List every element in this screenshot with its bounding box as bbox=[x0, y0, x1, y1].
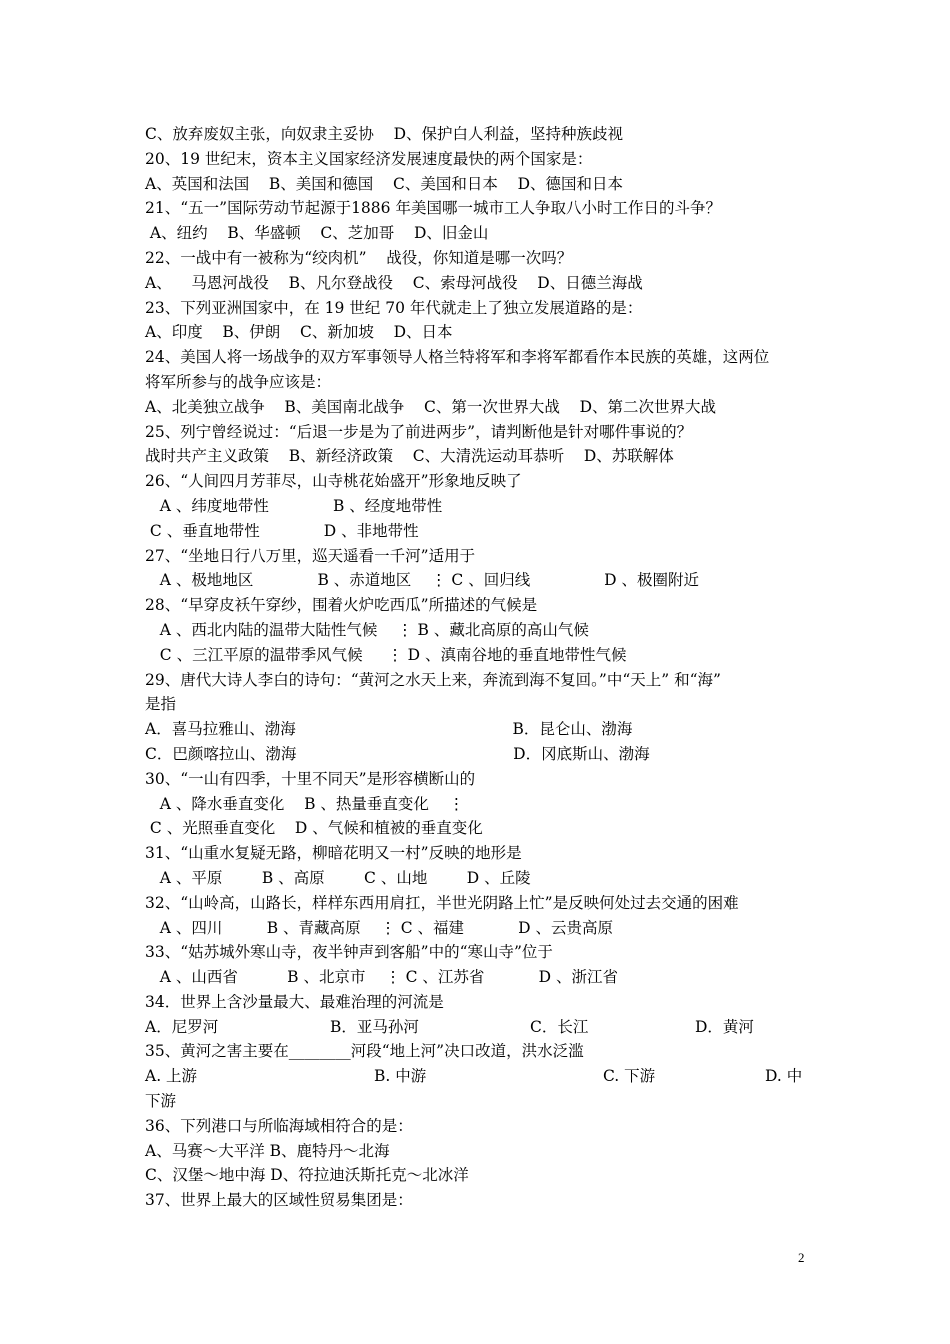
tail-lines bbox=[145, 1114, 810, 1213]
text-line: A 、纬度地带性 B 、经度地带性 bbox=[145, 496, 443, 515]
text-line: A、北美独立战争 B、美国南北战争 C、第一次世界大战 D、第二次世界大战 bbox=[145, 397, 716, 416]
q35-wrap: 下游 bbox=[145, 1092, 177, 1111]
q34-option-a: A．尼罗河 bbox=[145, 1017, 219, 1036]
text-line: A、马赛～大平洋 B、鹿特丹～北海 bbox=[145, 1141, 390, 1160]
q35-option-b: B. 中游 bbox=[374, 1067, 427, 1086]
q34-option-d: D．黄河 bbox=[695, 1017, 754, 1036]
text-line: 26、“人间四月芳菲尽，山寺桃花始盛开”形象地反映了 bbox=[145, 472, 522, 491]
text-line: A 、极地地区 B 、赤道地区 ⋮ C 、回归线 D 、极圈附近 bbox=[145, 571, 699, 590]
text-line: 36、下列港口与所临海域相符合的是： bbox=[145, 1116, 413, 1135]
q34-options bbox=[145, 1015, 810, 1040]
text-line: A、 马恩河战役 B、凡尔登战役 C、索母河战役 D、日德兰海战 bbox=[145, 273, 643, 292]
text-line: 32、“山岭高，山路长，样样东西用肩扛，半世光阴路上忙”是反映何处过去交通的困难 bbox=[145, 893, 739, 912]
text-line: A、英国和法国 B、美国和德国 C、美国和日本 D、德国和日本 bbox=[145, 174, 623, 193]
q34-option-b: B．亚马孙河 bbox=[330, 1017, 419, 1036]
q35-option-c: C. 下游 bbox=[603, 1067, 656, 1086]
text-line: 22、一战中有一被称为“绞肉机” 战役，你知道是哪一次吗？ bbox=[145, 248, 573, 267]
text-line: 25、列宁曾经说过：“后退一步是为了前进两步”，请判断他是针对哪件事说的？ bbox=[145, 422, 693, 441]
text-line: A．喜马拉雅山、渤海 B．昆仑山、渤海 bbox=[145, 720, 633, 739]
text-line: A 、山西省 B 、北京市 ⋮ C 、江苏省 D 、浙江省 bbox=[145, 968, 618, 987]
text-line: C、放弃废奴主张，向奴隶主妥协 D、保护白人利益，坚持种族歧视 bbox=[145, 125, 623, 143]
document-body bbox=[145, 122, 810, 1213]
text-line: C 、垂直地带性 D 、非地带性 bbox=[145, 521, 419, 540]
q35-option-d: D. 中 bbox=[765, 1067, 803, 1086]
text-line: 33、“姑苏城外寒山寺，夜半钟声到客船”中的“寒山寺”位于 bbox=[145, 943, 553, 962]
text-line: 战时共产主义政策 B、新经济政策 C、大清洗运动耳恭听 D、苏联解体 bbox=[145, 447, 674, 466]
page-number: 2 bbox=[798, 1250, 805, 1265]
text-line: 27、“坐地日行八万里，巡天遥看一千河”适用于 bbox=[145, 546, 476, 565]
text-line: A 、西北内陆的温带大陆性气候 ⋮ B 、藏北高原的高山气候 bbox=[145, 620, 589, 639]
text-line: 34．世界上含沙量最大、最难治理的河流是 bbox=[145, 992, 444, 1011]
q35-option-a: A. 上游 bbox=[145, 1067, 198, 1086]
text-line: 20、19 世纪末，资本主义国家经济发展速度最快的两个国家是： bbox=[145, 149, 593, 168]
text-line: 31、“山重水复疑无路，柳暗花明又一村”反映的地形是 bbox=[145, 844, 522, 863]
question-lines bbox=[145, 122, 810, 1015]
text-line: C 、光照垂直变化 D 、气候和植被的垂直变化 bbox=[145, 819, 483, 838]
text-line: 21、“五一”国际劳动节起源于1886 年美国哪一城市工人争取八小时工作日的斗争？ bbox=[145, 199, 721, 218]
text-line: C．巴颜喀拉山、渤海 D．冈底斯山、渤海 bbox=[145, 744, 650, 763]
text-line: A、纽约 B、华盛顿 C、芝加哥 D、旧金山 bbox=[145, 224, 489, 243]
text-line: A 、降水垂直变化 B 、热量垂直变化 ⋮ bbox=[145, 794, 465, 813]
text-line: A、印度 B、伊朗 C、新加坡 D、日本 bbox=[145, 323, 453, 342]
q35-stem: 35、黄河之害主要在________河段“地上河”决口改道，洪水泛滥 bbox=[145, 1042, 584, 1061]
q34-option-c: C．长江 bbox=[530, 1017, 589, 1036]
text-line: C、汉堡～地中海 D、符拉迪沃斯托克～北冰洋 bbox=[145, 1166, 469, 1185]
text-line: 30、“一山有四季，十里不同天”是形容横断山的 bbox=[145, 769, 476, 788]
text-line: A 、平原 B 、高原 C 、山地 D 、丘陵 bbox=[145, 868, 531, 887]
text-line: 28、“早穿皮袄午穿纱，围着火炉吃西瓜”所描述的气候是 bbox=[145, 596, 538, 615]
text-line: A 、四川 B 、青藏高原 ⋮ C 、福建 D 、云贵高原 bbox=[145, 918, 614, 937]
text-line: 是指 bbox=[145, 695, 177, 714]
text-line: 37、世界上最大的区域性贸易集团是： bbox=[145, 1191, 413, 1210]
text-line: 24、美国人将一场战争的双方军事领导人格兰特将军和李将军都看作本民族的英雄，这两位 bbox=[145, 348, 770, 367]
text-line: 23、下列亚洲国家中，在 19 世纪 70 年代就走上了独立发展道路的是： bbox=[145, 298, 643, 317]
text-line: 29、唐代大诗人李白的诗句：“黄河之水天上来，奔流到海不复回。”中“天上” 和“海” bbox=[145, 670, 721, 689]
text-line: 将军所参与的战争应该是： bbox=[145, 372, 332, 391]
q35-options bbox=[145, 1064, 810, 1089]
text-line: C 、三江平原的温带季风气候 ⋮ D 、滇南谷地的垂直地带性气候 bbox=[145, 645, 627, 664]
